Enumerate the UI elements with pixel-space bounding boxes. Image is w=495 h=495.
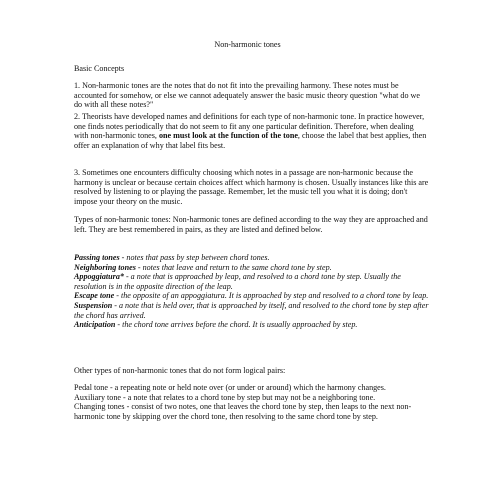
definition-item [74, 320, 430, 330]
definition-term: Anticipation [74, 320, 116, 330]
other-types-list [74, 383, 430, 421]
definition-term: Suspension [74, 300, 113, 310]
other-type-item: Auxiliary tone - a note that relates to a chord tone by step but may not be a neighboring tone. [74, 392, 376, 402]
definitions-list [74, 253, 430, 330]
definition-text: - a note that is approached by leap, and resolved to a chord tone by step. Usually the resolution is in the opposite direction of the leap. [74, 272, 401, 291]
definition-text: - the chord tone arrives before the chord. It is usually approached by step. [115, 320, 358, 330]
other-type-item: Pedal tone - a repeating note or held note over (or under or around) which the harmony changes. [74, 383, 386, 392]
definition-term: Neighboring tones [74, 262, 136, 272]
section-heading: Basic Concepts [74, 64, 125, 73]
definition-text: - notes that leave and return to the same chord tone by step. [135, 262, 332, 272]
paragraph-2-text-b: , choose the label that best applies, then offer an explanation of why that label fits best. [74, 131, 427, 150]
definition-item [74, 301, 430, 320]
definition-item [74, 263, 430, 273]
other-types-intro: Other types of non-harmonic tones that do not form logical pairs: [74, 366, 286, 375]
definition-text: - a note that is held over, that is approached by itself, and resolved to the chord tone by step after the chord has arrived. [74, 300, 429, 320]
definition-item [74, 253, 430, 263]
definition-term: Passing tones [74, 253, 120, 262]
definition-term: Escape tone [74, 291, 115, 301]
types-intro: Types of non-harmonic tones: Non-harmonic tones are defined according to the way they are approached and left. They are best remembered in pairs, as they are listed and defined below. [74, 215, 428, 234]
paragraph-2-text-a: 2. Theorists have developed names and definitions for each type of non-harmonic tone. In practice however, one finds notes periodically that do not seem to fit any one particular definition. Therefore, when dealing with non-harmonic tones, [74, 112, 425, 141]
paragraph-3: 3. Sometimes one encounters difficulty choosing which notes in a passage are non-harmonic because the harmony is unclear or because certain choices affect which harmony is chosen. Usually instances like this are resolved by listening to or playing the passage. Remember, let the music tell you what it is doing; don't impose your theory on the music. [74, 168, 429, 206]
definition-item [74, 272, 430, 291]
paragraph-2-emphasis: one must look at the function of the tone [158, 131, 298, 141]
definition-item [74, 291, 430, 301]
definition-term: Appoggiatura* [74, 272, 124, 282]
definition-text: - the opposite of an appoggiatura. It is approached by step and resolved to a chord tone by leap. [114, 291, 429, 301]
document-title: Non-harmonic tones [214, 40, 281, 49]
other-type-item: Changing tones - consist of two notes, one that leaves the chord tone by step, then leaps to the next non-harmonic tone by skipping over the chord tone, then resolving to the same chord tone by step. [74, 402, 412, 421]
paragraph-1: 1. Non-harmonic tones are the notes that do not fit into the prevailing harmony. These notes must be accounted for somehow, or else we cannot adequately answer the basic music theory question "what do we do with all these notes?" [74, 81, 420, 110]
paragraph-2 [74, 112, 430, 150]
definition-text: - notes that pass by step between chord tones. [119, 253, 270, 262]
